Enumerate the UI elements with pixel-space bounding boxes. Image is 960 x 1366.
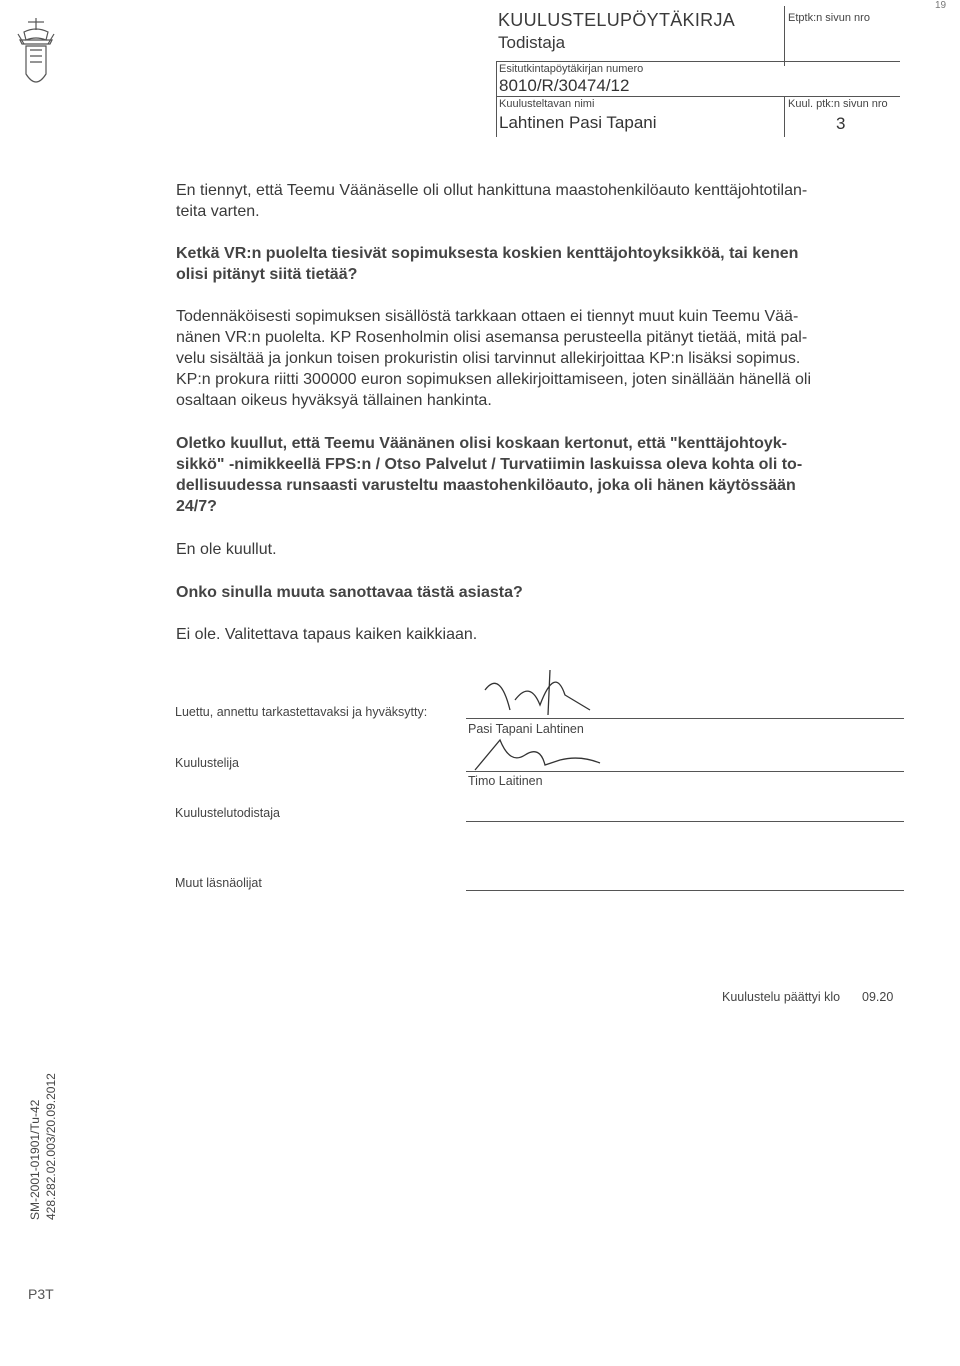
- answer-3: Ei ole. Valitettava tapaus kaiken kaikkiaan.: [176, 626, 478, 643]
- kuulustelutodistaja-label: Kuulustelutodistaja: [175, 806, 280, 820]
- question-3: Onko sinulla muuta sanottavaa tästä asiasta?: [176, 584, 523, 601]
- document-title: KUULUSTELUPÖYTÄKIRJA: [498, 10, 736, 30]
- muut-lasnaolijat-label: Muut läsnäolijat: [175, 876, 262, 890]
- paragraph-answer-intro: En tiennyt, että Teemu Väänäselle oli ollut hankittuna maastohenkilöauto kenttäjohtotilan- teita varten.: [176, 182, 808, 220]
- esitutkinta-number-label: Esitutkintapöytäkirjan numero: [499, 63, 644, 75]
- interview-end-label: Kuulustelu päättyi klo: [722, 990, 841, 1004]
- answer-2: En ole kuullut.: [176, 541, 277, 558]
- signature-lahtinen: [470, 660, 610, 720]
- kuulustelija-label: Kuulustelija: [175, 756, 239, 770]
- signer-name-lahtinen: Pasi Tapani Lahtinen: [468, 722, 584, 736]
- luettu-label: Luettu, annettu tarkastettavaksi ja hyväksytty:: [175, 705, 428, 719]
- police-crest-logo: [14, 14, 58, 94]
- form-code-1: SM-2001-01901/Tu-42: [28, 1099, 42, 1220]
- interview-end-time: 09.20: [862, 990, 894, 1004]
- question-1: Ketkä VR:n puolelta tiesivät sopimuksesta koskien kenttäjohtoyksikköä, tai kenen olisi pitänyt siitä tietää?: [176, 245, 799, 283]
- document-subtitle: Todistaja: [498, 33, 566, 52]
- etptk-page-label: Etptk:n sivun nro: [788, 12, 870, 24]
- kuul-page-label: Kuul. ptk:n sivun nro: [788, 98, 888, 110]
- signer-name-laitinen: Timo Laitinen: [468, 774, 543, 788]
- kuulusteltava-name-value: Lahtinen Pasi Tapani: [499, 113, 657, 132]
- page-corner-mark: 19: [935, 0, 947, 11]
- kuul-page-value: 3: [836, 114, 846, 133]
- kuulusteltava-name-label: Kuulusteltavan nimi: [499, 98, 595, 110]
- question-2: Oletko kuullut, että Teemu Väänänen olisi koskaan kertonut, että "kenttäjohtoyk- sikkö" -nimikkeellä FPS:n / Otso Palvelut / Turvatiimin laskuissa oleva kohta oli to- dellisuudessa runsaasti varusteltu maastohenkilöauto, joka oli hänen käytössään 24/7?: [176, 435, 803, 515]
- answer-1: Todennäköisesti sopimuksen sisällöstä tarkkaan ottaen ei tiennyt muut kuin Teemu Vää- nänen VR:n puolelta. KP Rosenholmin olisi asemansa perusteella pitänyt tietää, mitä pal- velu sisältää ja jonkun toisen prokuristin olisi tarvinnut allekirjoittaa KP:n lisäksi sopimus. KP:n prokura riitti 300000 euron sopimuksen allekirjoittamiseen, joten sinällään hänellä oli osaltaan oikeus hyväksyä tällainen hankinta.: [176, 308, 812, 409]
- signature-laitinen: [470, 735, 610, 775]
- p3t-mark: P3T: [28, 1286, 54, 1302]
- esitutkinta-number-value: 8010/R/30474/12: [499, 76, 630, 95]
- form-code-2: 428.282.02.003/20.09.2012: [44, 1073, 58, 1220]
